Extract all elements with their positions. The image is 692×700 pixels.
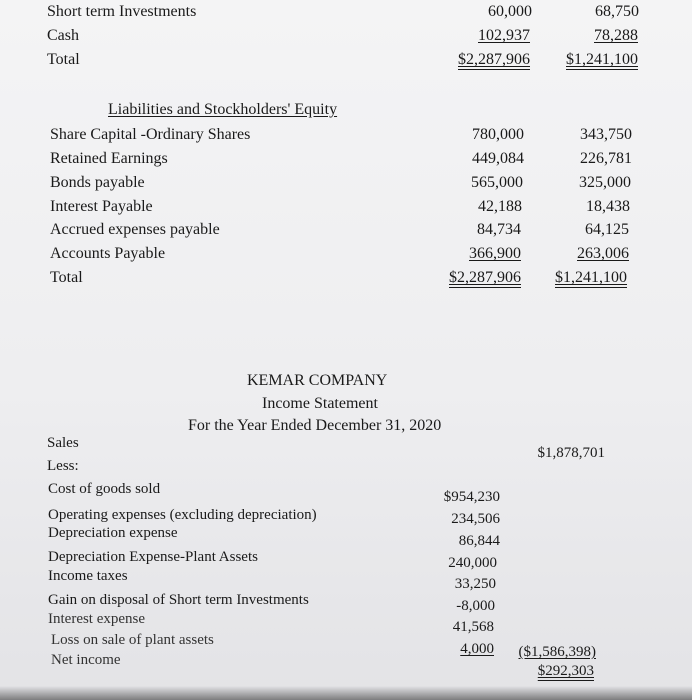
expense-label-depreciation-plant: Depreciation Expense-Plant Assets — [48, 549, 258, 565]
bs-label-short-term-investments: Short term Investments — [47, 3, 197, 20]
statement-period: For the Year Ended December 31, 2020 — [188, 417, 442, 434]
expense-value-loss-sale: 4,000 — [460, 641, 494, 657]
bs-2020-short-term-investments: 60,000 — [488, 3, 532, 20]
liab-label-share-capital: Share Capital -Ordinary Shares — [50, 126, 251, 143]
liab-2020-interest-payable: 42,188 — [478, 198, 522, 215]
total-expenses: ($1,586,398) — [518, 644, 596, 660]
less-label: Less: — [47, 458, 79, 474]
expense-value-gain-disposal: -8,000 — [456, 598, 495, 614]
net-income-label: Net income — [51, 652, 121, 668]
expense-value-operating: 234,506 — [451, 511, 500, 527]
bs-2020-cash: 102,937 — [478, 27, 530, 44]
expense-label-operating: Operating expenses (excluding depreciation) — [48, 507, 317, 523]
expense-value-cogs: $954,230 — [443, 489, 500, 505]
liabilities-heading: Liabilities and Stockholders' Equity — [108, 101, 338, 118]
expense-label-income-taxes: Income taxes — [48, 568, 128, 584]
bs-2019-short-term-investments: 68,750 — [595, 3, 639, 20]
liab-label-bonds-payable: Bonds payable — [50, 174, 145, 191]
liab-label-retained-earnings: Retained Earnings — [50, 150, 168, 167]
expense-label-depreciation: Depreciation expense — [48, 525, 178, 541]
bs-2020-total: $2,287,906 — [458, 51, 530, 68]
expense-value-interest: 41,568 — [452, 619, 494, 635]
liab-2020-share-capital: 780,000 — [472, 126, 524, 143]
liab-2019-accrued-expenses: 64,125 — [585, 221, 629, 238]
expense-value-depreciation: 86,844 — [458, 533, 500, 549]
expense-value-depreciation-plant: 240,000 — [448, 555, 497, 571]
liab-label-accounts-payable: Accounts Payable — [50, 245, 166, 262]
net-income-value: $292,303 — [537, 663, 594, 679]
liab-2019-interest-payable: 18,438 — [586, 198, 630, 215]
liab-label-total: Total — [50, 269, 83, 286]
expense-label-interest: Interest expense — [48, 611, 146, 627]
sales-label: Sales — [47, 435, 79, 451]
liab-2020-retained-earnings: 449,084 — [472, 150, 524, 167]
sales-value: $1,878,701 — [537, 445, 605, 461]
statement-title: Income Statement — [262, 395, 378, 412]
liab-2020-accrued-expenses: 84,734 — [477, 221, 521, 238]
liab-2019-share-capital: 343,750 — [580, 126, 632, 143]
bs-2019-cash: 78,288 — [594, 27, 638, 44]
bs-label-cash: Cash — [47, 27, 79, 44]
expense-value-income-taxes: 33,250 — [454, 576, 496, 592]
liab-2020-accounts-payable: 366,900 — [469, 245, 521, 262]
bs-2019-total: $1,241,100 — [566, 51, 638, 68]
expense-label-gain-disposal: Gain on disposal of Short term Investments — [48, 592, 309, 608]
company-name: KEMAR COMPANY — [247, 372, 388, 389]
liab-2019-total: $1,241,100 — [555, 269, 627, 286]
expense-label-cogs: Cost of goods sold — [48, 481, 161, 497]
liab-2019-accounts-payable: 263,006 — [577, 245, 629, 262]
liab-2020-bonds-payable: 565,000 — [471, 174, 523, 191]
liab-2019-bonds-payable: 325,000 — [579, 174, 631, 191]
bs-label-total: Total — [47, 51, 80, 68]
liab-label-accrued-expenses: Accrued expenses payable — [50, 221, 220, 238]
photo-edge-shadow — [0, 686, 692, 700]
liab-2019-retained-earnings: 226,781 — [580, 150, 632, 167]
liab-label-interest-payable: Interest Payable — [50, 198, 153, 215]
expense-label-loss-sale: Loss on sale of plant assets — [51, 632, 214, 648]
liab-2020-total: $2,287,906 — [449, 269, 521, 286]
